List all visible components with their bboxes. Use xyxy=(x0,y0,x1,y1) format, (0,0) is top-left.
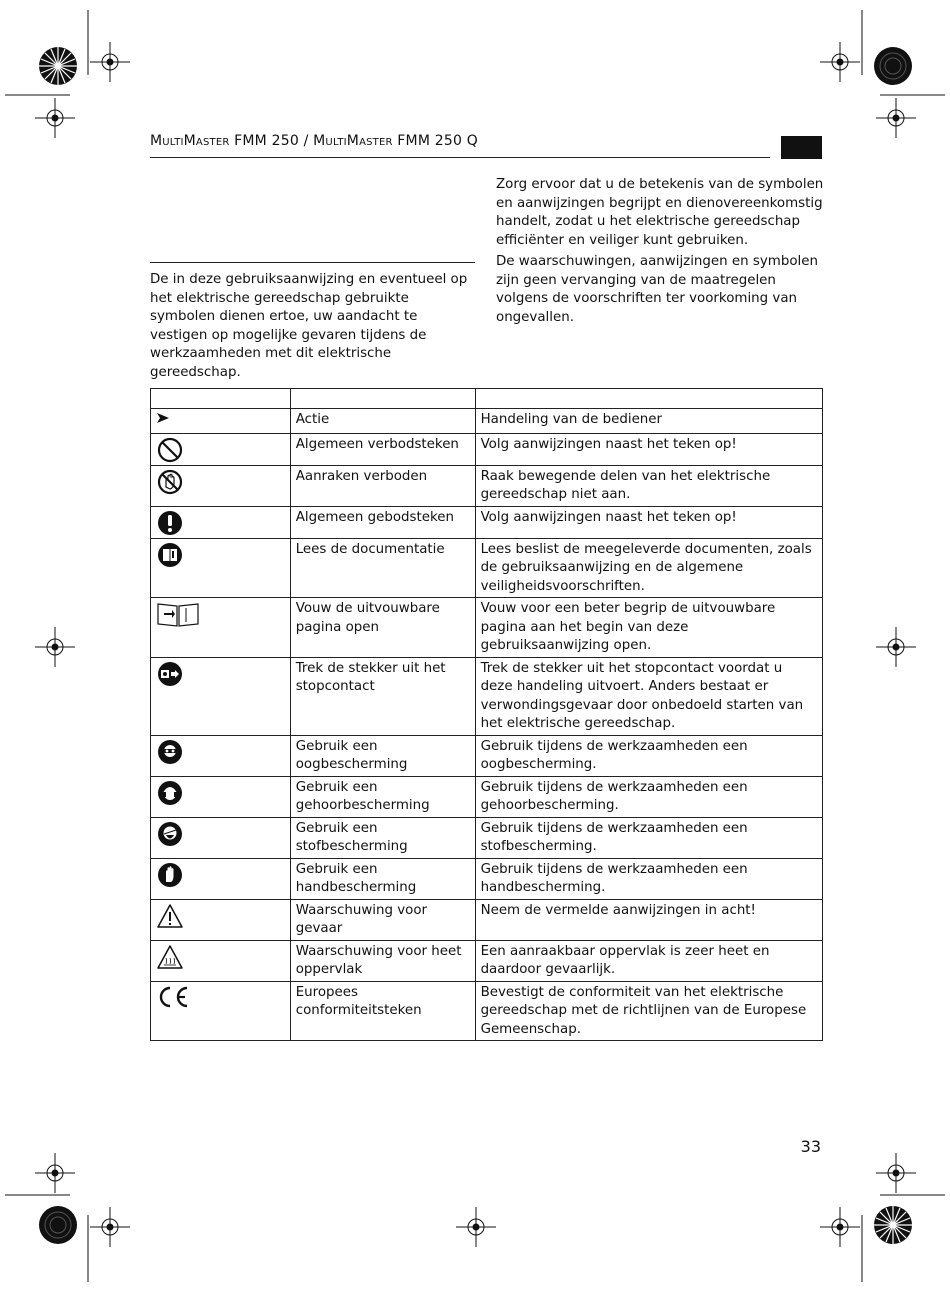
table-row xyxy=(151,858,823,899)
table-row xyxy=(151,776,823,817)
symbol-cell xyxy=(151,776,291,817)
dense-circle-mark xyxy=(874,47,912,85)
symbol-name: Gebruik een handbescherming xyxy=(290,858,475,899)
symbol-cell xyxy=(151,735,291,776)
symbol-name: Algemeen verbodsteken xyxy=(290,433,475,465)
starburst-mark xyxy=(874,1206,912,1244)
table-row xyxy=(151,735,823,776)
symbols-table xyxy=(150,388,823,1041)
intro-right-column xyxy=(496,176,824,330)
hand-protection-icon xyxy=(156,861,184,889)
dense-circle-mark xyxy=(39,1206,77,1244)
symbol-cell xyxy=(151,538,291,598)
symbol-name: Waarschuwing voor heet oppervlak xyxy=(290,940,475,981)
symbol-meaning: Volg aanwijzingen naast het teken op! xyxy=(475,433,822,465)
table-row xyxy=(151,940,823,981)
table-header-row xyxy=(151,389,823,409)
symbol-name: Actie xyxy=(290,409,475,434)
symbol-name: Gebruik een stofbescherming xyxy=(290,817,475,858)
table-row xyxy=(151,657,823,735)
symbol-meaning: Neem de vermelde aanwijzingen in acht! xyxy=(475,899,822,940)
intro-left-paragraph: De in deze gebruiksaanwijzing en eventueel op het elektrische gereedschap gebruikte symbolen dienen ertoe, uw aandacht te vestigen op mogelijke gevaren tijdens de werkzaamheden met dit elektrische gereedschap. xyxy=(150,272,468,380)
table-row xyxy=(151,506,823,538)
table-row xyxy=(151,598,823,658)
open-foldout-book-icon xyxy=(156,600,200,628)
symbol-meaning: Handeling van de bediener xyxy=(475,409,822,434)
arrow-icon xyxy=(156,411,170,425)
symbol-cell xyxy=(151,506,291,538)
warning-triangle-icon xyxy=(156,902,184,930)
table-row xyxy=(151,465,823,506)
symbol-cell xyxy=(151,817,291,858)
running-header: MultiMaster FMM 250 / MultiMaster FMM 250 Q xyxy=(150,133,478,149)
symbol-meaning: Een aanraakbaar oppervlak is zeer heet en daardoor gevaarlijk. xyxy=(475,940,822,981)
page-number: 33 xyxy=(800,1137,821,1156)
symbol-meaning: Raak bewegende delen van het elektrische gereedschap niet aan. xyxy=(475,465,822,506)
symbol-cell xyxy=(151,899,291,940)
symbol-name: Lees de documentatie xyxy=(290,538,475,598)
header-cell-meaning xyxy=(475,389,822,409)
symbol-cell xyxy=(151,981,291,1041)
no-touch-icon xyxy=(156,468,184,496)
table-row xyxy=(151,409,823,434)
symbol-meaning: Bevestigt de conformiteit van het elektrische gereedschap met de richtlijnen van de Europese Gemeenschap. xyxy=(475,981,822,1041)
dust-mask-icon xyxy=(156,820,184,848)
symbol-name: Trek de stekker uit het stopcontact xyxy=(290,657,475,735)
ce-mark-icon xyxy=(156,984,190,1010)
intro-right-paragraph-2: De waarschuwingen, aanwijzingen en symbolen zijn geen vervanging van de maatregelen volgens de voorschriften ter voorkoming van ongevallen. xyxy=(496,254,818,325)
symbol-cell xyxy=(151,858,291,899)
starburst-mark xyxy=(39,47,77,85)
symbol-name: Aanraken verboden xyxy=(290,465,475,506)
prohibition-icon xyxy=(156,436,184,464)
ear-protection-icon xyxy=(156,779,184,807)
symbol-cell xyxy=(151,409,291,434)
symbol-cell xyxy=(151,433,291,465)
symbol-meaning: Gebruik tijdens de werkzaamheden een handbescherming. xyxy=(475,858,822,899)
symbol-name: Algemeen gebodsteken xyxy=(290,506,475,538)
unplug-icon xyxy=(156,660,184,688)
table-row xyxy=(151,433,823,465)
mandatory-exclamation-icon xyxy=(156,509,184,537)
symbol-meaning: Vouw voor een beter begrip de uitvouwbare pagina aan het begin van deze gebruiksaanwijzing open. xyxy=(475,598,822,658)
symbol-name: Vouw de uitvouwbare pagina open xyxy=(290,598,475,658)
symbol-name: Europees conformiteitsteken xyxy=(290,981,475,1041)
eye-protection-icon xyxy=(156,738,184,766)
read-manual-icon xyxy=(156,541,184,569)
symbol-meaning: Gebruik tijdens de werkzaamheden een gehoorbescherming. xyxy=(475,776,822,817)
header-rule xyxy=(150,157,770,158)
symbol-cell xyxy=(151,465,291,506)
symbol-name: Waarschuwing voor gevaar xyxy=(290,899,475,940)
symbol-cell xyxy=(151,940,291,981)
hot-surface-icon xyxy=(156,943,184,971)
header-cell-symbol xyxy=(151,389,291,409)
symbol-cell xyxy=(151,657,291,735)
symbol-meaning: Gebruik tijdens de werkzaamheden een stofbescherming. xyxy=(475,817,822,858)
intro-right-paragraph-1: Zorg ervoor dat u de betekenis van de symbolen en aanwijzingen begrijpt en dienovereenkomstig handelt, zodat u het elektrische gereedschap efficiënter en veiliger kunt gebruiken. xyxy=(496,177,824,248)
symbol-meaning: Volg aanwijzingen naast het teken op! xyxy=(475,506,822,538)
table-row xyxy=(151,981,823,1041)
symbol-name: Gebruik een gehoorbescherming xyxy=(290,776,475,817)
symbol-cell xyxy=(151,598,291,658)
table-row xyxy=(151,899,823,940)
header-cell-name xyxy=(290,389,475,409)
symbol-meaning: Gebruik tijdens de werkzaamheden een oogbescherming. xyxy=(475,735,822,776)
table-row xyxy=(151,817,823,858)
symbol-meaning: Trek de stekker uit het stopcontact voordat u deze handeling uitvoert. Anders bestaat er verwondingsgevaar door onbedoeld starten van het elektrische gereedschap. xyxy=(475,657,822,735)
symbol-name: Gebruik een oogbescherming xyxy=(290,735,475,776)
symbol-meaning: Lees beslist de meegeleverde documenten, zoals de gebruiksaanwijzing en de algemene veiligheidsvoorschriften. xyxy=(475,538,822,598)
section-tab-marker xyxy=(781,136,822,159)
table-row xyxy=(151,538,823,598)
section-rule xyxy=(150,262,475,263)
